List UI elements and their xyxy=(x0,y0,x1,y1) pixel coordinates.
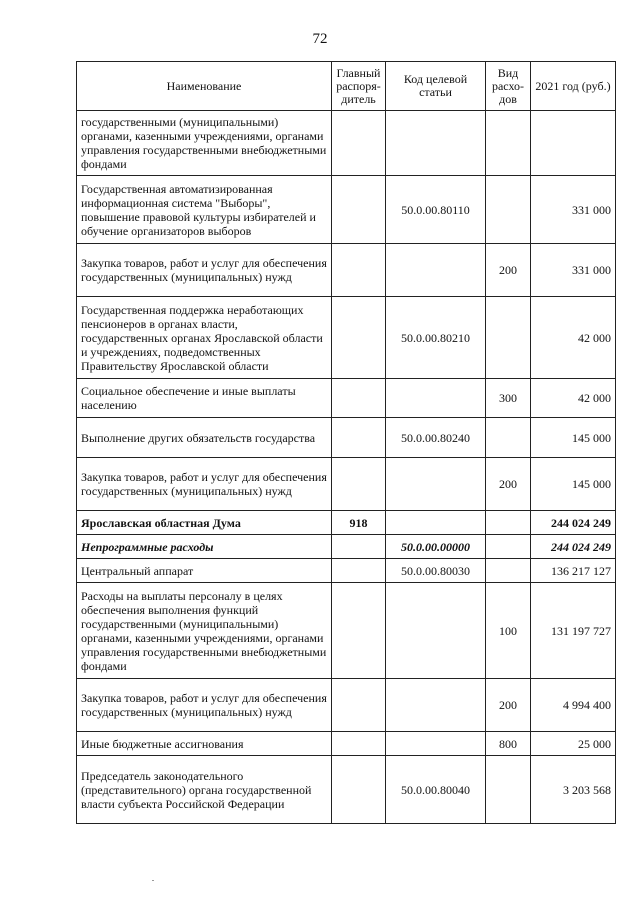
table-row xyxy=(77,511,616,535)
scan-speck xyxy=(152,880,154,881)
row-admin xyxy=(332,732,386,756)
row-name: Государственная автоматизированная информационная система "Выборы", повышение правовой культуры избирателей и обучение организаторов выборов xyxy=(77,176,332,244)
row-name: Расходы на выплаты персоналу в целях обеспечения выполнения функций государственными (муниципальными) органами, казенными учреждениями, органами управления государственными внебюджетными фондами xyxy=(77,583,332,679)
row-amount: 244 024 249 xyxy=(531,535,616,559)
row-name: государственными (муниципальными) органами, казенными учреждениями, органами управления государственными внебюджетными фондами xyxy=(77,111,332,176)
row-type: 200 xyxy=(486,244,531,297)
row-name: Выполнение других обязательств государства xyxy=(77,418,332,458)
page-number: 72 xyxy=(312,31,328,47)
row-type: 800 xyxy=(486,732,531,756)
row-type: 200 xyxy=(486,458,531,511)
row-admin xyxy=(332,111,386,176)
row-amount: 42 000 xyxy=(531,297,616,379)
row-code: 50.0.00.80110 xyxy=(386,176,486,244)
header-code: Код целевой статьи xyxy=(386,62,486,111)
row-code xyxy=(386,732,486,756)
table-row xyxy=(77,756,616,824)
row-code: 50.0.00.00000 xyxy=(386,535,486,559)
table-row xyxy=(77,583,616,679)
row-type xyxy=(486,511,531,535)
row-amount: 3 203 568 xyxy=(531,756,616,824)
row-type xyxy=(486,297,531,379)
row-amount: 131 197 727 xyxy=(531,583,616,679)
row-name: Непрограммные расходы xyxy=(77,535,332,559)
row-code xyxy=(386,511,486,535)
table-row xyxy=(77,297,616,379)
table-row xyxy=(77,379,616,418)
table-header-row xyxy=(77,62,616,111)
row-name: Социальное обеспечение и иные выплаты населению xyxy=(77,379,332,418)
row-name: Ярославская областная Дума xyxy=(77,511,332,535)
table-row xyxy=(77,679,616,732)
row-type xyxy=(486,535,531,559)
row-amount: 145 000 xyxy=(531,418,616,458)
row-code xyxy=(386,458,486,511)
row-admin xyxy=(332,535,386,559)
row-name: Закупка товаров, работ и услуг для обеспечения государственных (муниципальных) нужд xyxy=(77,244,332,297)
row-code xyxy=(386,679,486,732)
row-type xyxy=(486,111,531,176)
row-code: 50.0.00.80030 xyxy=(386,559,486,583)
row-admin xyxy=(332,297,386,379)
row-type xyxy=(486,418,531,458)
row-admin xyxy=(332,458,386,511)
row-name: Закупка товаров, работ и услуг для обеспечения государственных (муниципальных) нужд xyxy=(77,679,332,732)
row-admin xyxy=(332,379,386,418)
row-name: Государственная поддержка неработающих пенсионеров в органах власти, государственных органах Ярославской области и учреждениях, подведомственных Правительству Ярославской области xyxy=(77,297,332,379)
row-type xyxy=(486,559,531,583)
row-type: 300 xyxy=(486,379,531,418)
table-row xyxy=(77,732,616,756)
row-type xyxy=(486,176,531,244)
row-name: Закупка товаров, работ и услуг для обеспечения государственных (муниципальных) нужд xyxy=(77,458,332,511)
row-amount: 145 000 xyxy=(531,458,616,511)
row-code xyxy=(386,111,486,176)
table-row xyxy=(77,535,616,559)
table-row xyxy=(77,418,616,458)
header-type: Вид расхо-дов xyxy=(486,62,531,111)
table-row xyxy=(77,458,616,511)
header-admin: Главный распоря-дитель xyxy=(332,62,386,111)
row-amount: 42 000 xyxy=(531,379,616,418)
row-type xyxy=(486,756,531,824)
budget-table xyxy=(76,61,616,824)
row-admin xyxy=(332,583,386,679)
row-admin xyxy=(332,418,386,458)
row-admin xyxy=(332,244,386,297)
table-row xyxy=(77,559,616,583)
row-code xyxy=(386,379,486,418)
header-amount: 2021 год (руб.) xyxy=(531,62,616,111)
row-admin xyxy=(332,679,386,732)
row-code xyxy=(386,583,486,679)
row-admin xyxy=(332,176,386,244)
row-amount: 244 024 249 xyxy=(531,511,616,535)
row-amount: 331 000 xyxy=(531,176,616,244)
row-amount: 25 000 xyxy=(531,732,616,756)
table-row xyxy=(77,176,616,244)
row-admin xyxy=(332,559,386,583)
row-code xyxy=(386,244,486,297)
row-type: 100 xyxy=(486,583,531,679)
row-amount: 4 994 400 xyxy=(531,679,616,732)
row-name: Председатель законодательного (представительного) органа государственной власти субъекта Российской Федерации xyxy=(77,756,332,824)
row-admin: 918 xyxy=(332,511,386,535)
row-code: 50.0.00.80240 xyxy=(386,418,486,458)
row-amount: 331 000 xyxy=(531,244,616,297)
row-admin xyxy=(332,756,386,824)
header-name: Наименование xyxy=(77,62,332,111)
row-code: 50.0.00.80040 xyxy=(386,756,486,824)
row-name: Центральный аппарат xyxy=(77,559,332,583)
row-amount xyxy=(531,111,616,176)
row-code: 50.0.00.80210 xyxy=(386,297,486,379)
row-name: Иные бюджетные ассигнования xyxy=(77,732,332,756)
table-row xyxy=(77,111,616,176)
table-row xyxy=(77,244,616,297)
row-amount: 136 217 127 xyxy=(531,559,616,583)
row-type: 200 xyxy=(486,679,531,732)
